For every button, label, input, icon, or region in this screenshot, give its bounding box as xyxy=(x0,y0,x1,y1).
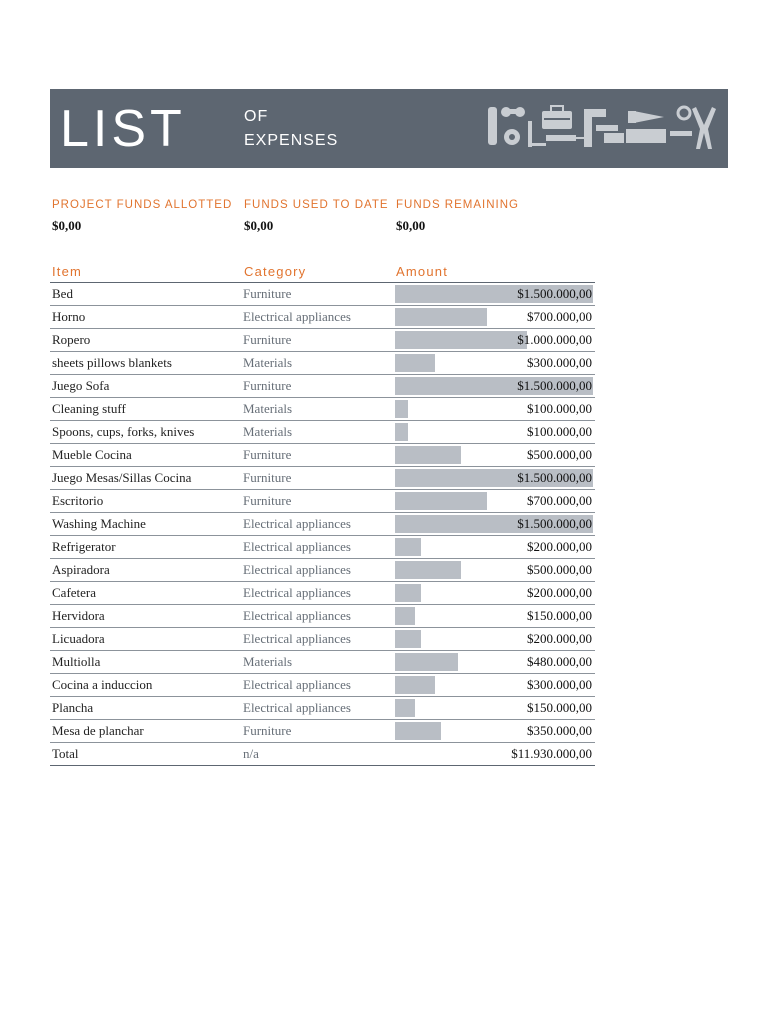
item-amount: $100.000,00 xyxy=(527,401,592,416)
item-category: Furniture xyxy=(243,493,292,508)
table-row xyxy=(50,421,595,444)
table-row xyxy=(50,444,595,467)
item-category: Electrical appliances xyxy=(243,677,351,692)
amount-bar xyxy=(395,699,415,717)
item-name: Aspiradora xyxy=(52,562,110,577)
item-amount: $480.000,00 xyxy=(527,654,592,669)
item-category: Electrical appliances xyxy=(243,516,351,531)
funds-remaining-value: $0,00 xyxy=(396,218,426,233)
page-subtitle xyxy=(244,105,338,153)
amount-bar xyxy=(395,676,435,694)
item-category: Materials xyxy=(243,401,293,416)
total-amount: $11.930.000,00 xyxy=(511,746,592,761)
item-amount: $1.500.000,00 xyxy=(517,378,592,393)
item-name: Cleaning stuff xyxy=(52,401,126,416)
funds-allotted-label: PROJECT FUNDS ALLOTTED xyxy=(52,199,233,211)
table-row xyxy=(50,605,595,628)
item-amount: $1.000.000,00 xyxy=(517,332,592,347)
page-subtitle-line1: OF xyxy=(244,108,269,125)
funds-allotted-value: $0,00 xyxy=(52,218,82,233)
table-row xyxy=(50,283,595,306)
item-name: Refrigerator xyxy=(52,539,116,554)
item-amount: $700.000,00 xyxy=(527,493,592,508)
table-row xyxy=(50,375,595,398)
amount-bar xyxy=(395,354,435,372)
amount-bar xyxy=(395,446,461,464)
item-name: Cocina a induccion xyxy=(52,677,153,692)
item-category: Furniture xyxy=(243,470,292,485)
item-name: Spoons, cups, forks, knives xyxy=(52,424,195,439)
table-row xyxy=(50,490,595,513)
funds-used xyxy=(244,198,389,234)
item-amount: $100.000,00 xyxy=(527,424,592,439)
table-row xyxy=(50,467,595,490)
item-category: Furniture xyxy=(243,723,292,738)
amount-bar xyxy=(395,653,458,671)
amount-bar xyxy=(395,400,408,418)
table-row xyxy=(50,720,595,743)
expenses-table xyxy=(50,262,595,766)
funds-remaining-label: FUNDS REMAINING xyxy=(396,199,519,211)
total-row xyxy=(50,743,595,766)
amount-bar xyxy=(395,538,421,556)
tools-illustration-icon xyxy=(484,103,718,153)
item-category: Furniture xyxy=(243,332,292,347)
item-category: Electrical appliances xyxy=(243,539,351,554)
item-name: Bed xyxy=(52,286,73,301)
table-row xyxy=(50,306,595,329)
item-category: Electrical appliances xyxy=(243,608,351,623)
item-amount: $150.000,00 xyxy=(527,608,592,623)
page-header xyxy=(50,89,728,168)
item-category: Electrical appliances xyxy=(243,585,351,600)
page-title: LIST xyxy=(60,100,186,158)
column-header-item: Item xyxy=(52,264,83,279)
table-row xyxy=(50,513,595,536)
table-body xyxy=(50,283,595,743)
item-category: Furniture xyxy=(243,447,292,462)
item-name: Licuadora xyxy=(52,631,105,646)
item-amount: $200.000,00 xyxy=(527,631,592,646)
table-row xyxy=(50,674,595,697)
item-category: Electrical appliances xyxy=(243,562,351,577)
item-name: Ropero xyxy=(52,332,91,347)
item-name: Escritorio xyxy=(52,493,104,508)
item-name: Plancha xyxy=(52,700,94,715)
amount-bar xyxy=(395,423,408,441)
item-name: Mueble Cocina xyxy=(52,447,132,462)
funds-used-label: FUNDS USED TO DATE xyxy=(244,199,389,211)
item-category: Materials xyxy=(243,654,293,669)
funds-remaining xyxy=(396,198,519,234)
page-subtitle-line2: EXPENSES xyxy=(244,132,339,149)
item-amount: $200.000,00 xyxy=(527,539,592,554)
item-amount: $500.000,00 xyxy=(527,447,592,462)
item-amount: $200.000,00 xyxy=(527,585,592,600)
item-category: Furniture xyxy=(243,286,292,301)
item-category: Electrical appliances xyxy=(243,700,351,715)
amount-bar xyxy=(395,492,487,510)
table-row xyxy=(50,536,595,559)
item-category: Electrical appliances xyxy=(243,309,351,324)
item-name: Juego Mesas/Sillas Cocina xyxy=(52,470,192,485)
table-header xyxy=(50,262,595,283)
item-amount: $350.000,00 xyxy=(527,723,592,738)
table-row xyxy=(50,582,595,605)
table-row xyxy=(50,628,595,651)
item-amount: $500.000,00 xyxy=(527,562,592,577)
item-category: Materials xyxy=(243,424,293,439)
item-name: Horno xyxy=(52,309,86,324)
amount-bar xyxy=(395,561,461,579)
item-name: sheets pillows blankets xyxy=(52,355,172,370)
item-amount: $1.500.000,00 xyxy=(517,516,592,531)
table-row xyxy=(50,329,595,352)
amount-bar xyxy=(395,607,415,625)
amount-bar xyxy=(395,584,421,602)
table-row xyxy=(50,352,595,375)
amount-bar xyxy=(395,722,441,740)
table-row xyxy=(50,651,595,674)
item-amount: $300.000,00 xyxy=(527,677,592,692)
table-row xyxy=(50,398,595,421)
item-name: Hervidora xyxy=(52,608,105,623)
total-category: n/a xyxy=(243,746,259,761)
item-name: Cafetera xyxy=(52,585,97,600)
item-amount: $1.500.000,00 xyxy=(517,286,592,301)
total-label: Total xyxy=(52,746,79,761)
amount-bar xyxy=(395,331,527,349)
item-name: Mesa de planchar xyxy=(52,723,144,738)
item-amount: $700.000,00 xyxy=(527,309,592,324)
item-category: Electrical appliances xyxy=(243,631,351,646)
item-name: Multiolla xyxy=(52,654,101,669)
funds-used-value: $0,00 xyxy=(244,218,274,233)
item-name: Juego Sofa xyxy=(52,378,110,393)
table-row xyxy=(50,697,595,720)
item-name: Washing Machine xyxy=(52,516,146,531)
item-amount: $300.000,00 xyxy=(527,355,592,370)
amount-bar xyxy=(395,308,487,326)
table-row xyxy=(50,559,595,582)
item-category: Materials xyxy=(243,355,293,370)
amount-bar xyxy=(395,630,421,648)
item-amount: $150.000,00 xyxy=(527,700,592,715)
item-amount: $1.500.000,00 xyxy=(517,470,592,485)
column-header-amount: Amount xyxy=(396,264,449,279)
item-category: Furniture xyxy=(243,378,292,393)
funds-allotted xyxy=(52,198,232,234)
column-header-category: Category xyxy=(244,264,307,279)
